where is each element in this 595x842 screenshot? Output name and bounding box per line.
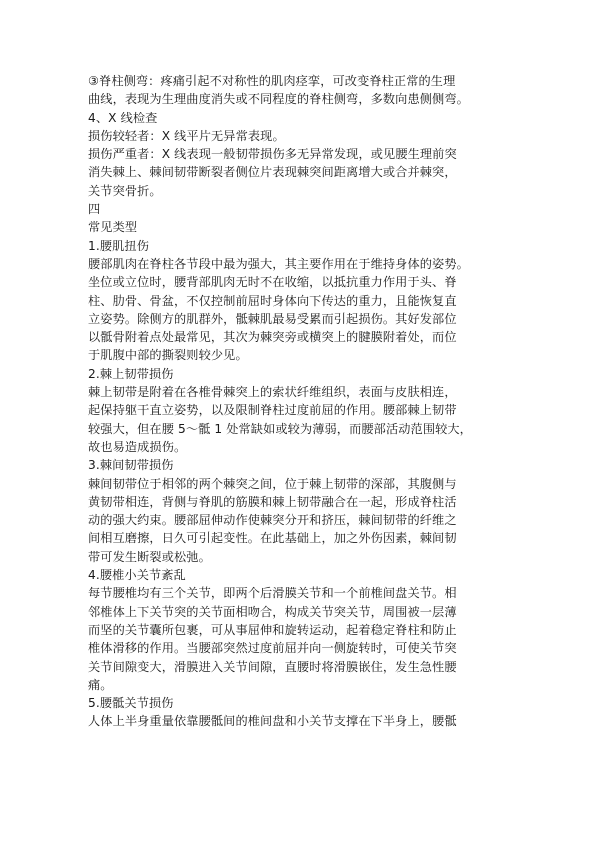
text-line: 3.棘间韧带损伤 — [88, 458, 174, 473]
text-line: 坐位或立位时，腰背部肌肉无时不在收缩，以抵抗重力作用于头、脊 — [88, 275, 457, 290]
text-line: 痛。 — [88, 677, 113, 692]
text-line: 每节腰椎均有三个关节，即两个后滑膜关节和一个前椎间盘关节。相 — [88, 586, 457, 601]
text-line: 棘间韧带位于相邻的两个棘突之间，位于棘上韧带的深部，其腹侧与 — [88, 476, 457, 491]
text-line: 黄韧带相连，背侧与脊肌的筋膜和棘上韧带融合在一起，形成脊柱活 — [88, 494, 457, 509]
text-line: 邻椎体上下关节突的关节面相吻合，构成关节突关节，周围被一层薄 — [88, 604, 457, 619]
text-line: 4、X 线检查 — [88, 110, 158, 125]
text-line: 1.腰肌扭伤 — [88, 238, 149, 253]
text-line: 四 — [88, 202, 101, 217]
text-line: 5.腰骶关节损伤 — [88, 696, 174, 711]
text-line: ③脊柱侧弯：疼痛引起不对称性的肌肉痉挛，可改变脊柱正常的生理 — [88, 74, 456, 88]
text-line: 以骶骨附着点处最常见，其次为棘突旁或横突上的腱膜附着处，而位 — [88, 330, 457, 345]
text-line: 柱、肋骨、骨盆，不仅控制前屈时身体向下传达的重力，且能恢复直 — [88, 293, 457, 308]
text-line: 椎体滑移的作用。当腰部突然过度前屈并向一侧旋转时，可使关节突 — [88, 641, 457, 656]
text-line: 腰部肌肉在脊柱各节段中最为强大，其主要作用在于维持身体的姿势。 — [88, 256, 469, 271]
text-line: 人体上半身重量依靠腰骶间的椎间盘和小关节支撑在下半身上，腰骶 — [88, 714, 457, 729]
text-line: 关节突骨折。 — [88, 183, 162, 198]
text-line: 较强大，但在腰 5～骶 1 处常缺如或较为薄弱，而腰部活动范围较大， — [88, 421, 472, 436]
text-line: 立姿势。除侧方的肌群外，骶棘肌最易受累而引起损伤。其好发部位 — [88, 311, 457, 326]
text-line: 间相互磨擦，日久可引起变性。在此基础上，加之外伤因素，棘间韧 — [88, 531, 457, 546]
text-line: 曲线，表现为生理曲度消失或不同程度的脊柱侧弯，多数向患侧侧弯。 — [88, 92, 469, 107]
text-line: 常见类型 — [88, 220, 138, 235]
text-line: 带可发生断裂或松弛。 — [88, 549, 211, 564]
text-line: 消失棘上、棘间韧带断裂者侧位片表现棘突间距离增大或合并棘突， — [88, 165, 457, 180]
text-line: 棘上韧带是附着在各椎骨棘突上的索状纤维组织，表面与皮肤相连， — [88, 385, 457, 400]
text-line: 而坚的关节囊所包裹，可从事屈伸和旋转运动，起着稳定脊柱和防止 — [88, 622, 457, 637]
text-line: 故也易造成损伤。 — [88, 439, 187, 454]
text-line: 关节间隙变大，滑膜进入关节间隙，直腰时将滑膜嵌住，发生急性腰 — [88, 659, 457, 674]
text-line: 动的强大约束。腰部屈伸动作使棘突分开和挤压，棘间韧带的纤维之 — [88, 513, 457, 528]
text-line: 2.棘上韧带损伤 — [88, 366, 174, 381]
text-line: 4.腰椎小关节紊乱 — [88, 568, 186, 583]
text-line: 于肌腹中部的撕裂则较少见。 — [88, 348, 248, 363]
document-page — [88, 72, 508, 731]
text-line: 起保持躯干直立姿势，以及限制脊柱过度前屈的作用。腰部棘上韧带 — [88, 403, 457, 418]
text-line: 损伤严重者：X 线表现一般韧带损伤多无异常发现，或见腰生理前突 — [88, 147, 457, 162]
text-line: 损伤较轻者：X 线平片无异常表现。 — [88, 128, 285, 143]
